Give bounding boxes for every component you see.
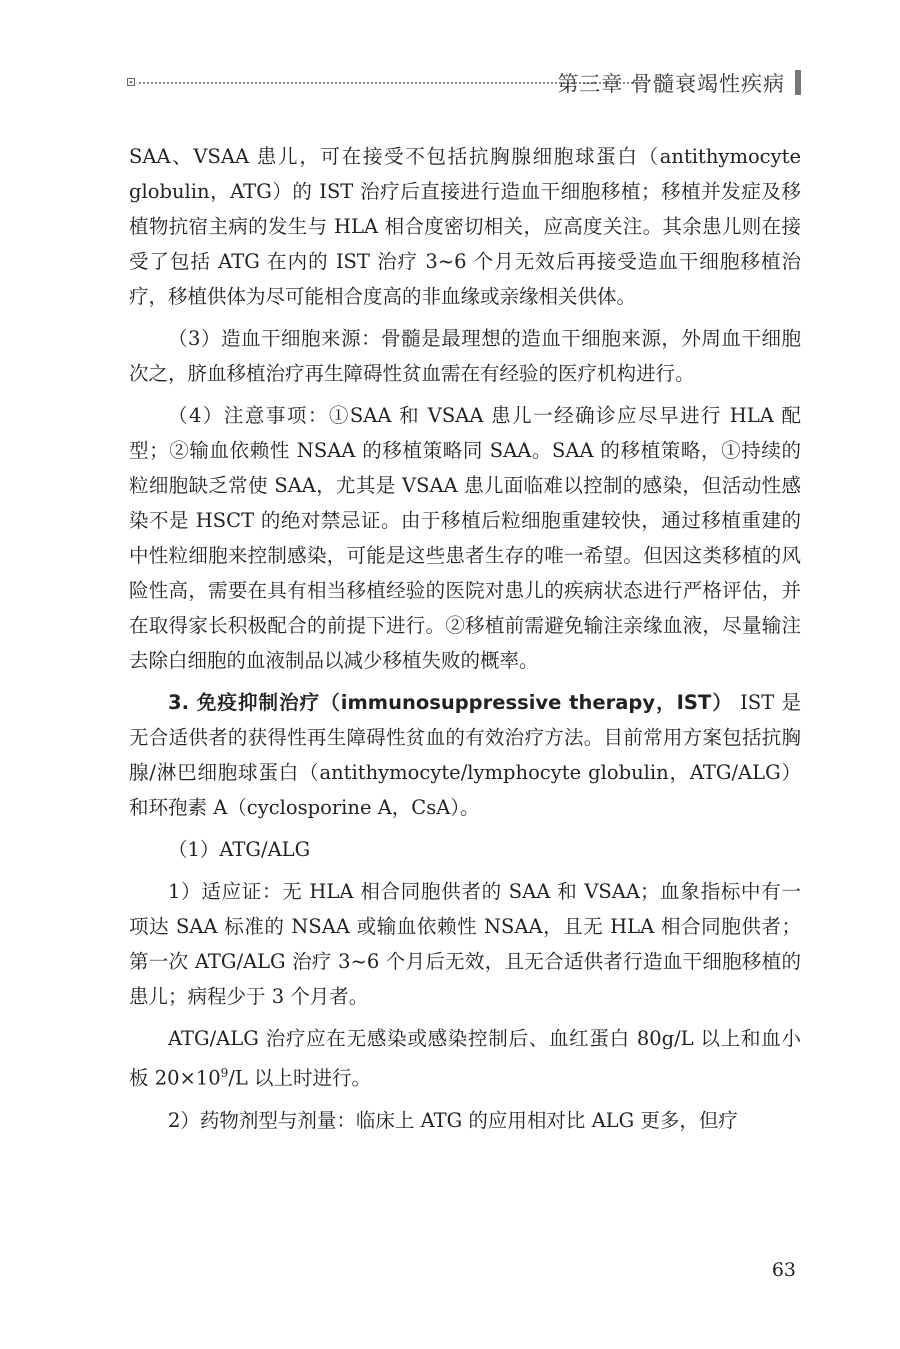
paragraph-4-body: IST 是无合适供者的获得性再生障碍性贫血的有效治疗方法。目前常用方案包括抗胸腺/淋巴细胞球蛋白（antithymocyte/lymphocyte globulin，ATG/ALG）和环孢素 A（cyclosporine A，CsA）。 xyxy=(129,691,801,819)
paragraph-2: （3）造血干细胞来源：骨髓是最理想的造血干细胞来源，外周血干细胞次之，脐血移植治疗再生障碍性贫血需在有经验的医疗机构进行。 xyxy=(129,327,801,385)
section-heading: 3. 免疫抑制治疗（immunosuppressive therapy，IST） xyxy=(168,691,733,714)
paragraph-6: 1）适应证：无 HLA 相合同胞供者的 SAA 和 VSAA；血象指标中有一项达 SAA 标准的 NSAA 或输血依赖性 NSAA，且无 HLA 相合同胞供者；第一次 ATG/ALG 治疗 3~6 个月后无效，且无合适供者行造血干细胞移植的患儿；病程少于 3 个月者。 xyxy=(129,880,801,1008)
paragraph-4 xyxy=(129,685,801,825)
header-ornament-icon xyxy=(127,78,135,86)
paragraph-1: SAA、VSAA 患儿，可在接受不包括抗胸腺细胞球蛋白（antithymocyte globulin，ATG）的 IST 治疗后直接进行造血干细胞移植；移植并发症及移植物抗宿主病的发生与 HLA 相合度密切相关，应高度关注。其余患儿则在接受了包括 ATG 在内的 IST 治疗 3~6 个月无效后再接受造血干细胞移植治疗，移植供体为尽可能相合度高的非血缘或亲缘相关供体。 xyxy=(129,145,801,308)
exponent: 9 xyxy=(220,1066,229,1080)
paragraph-7-part-2: /L 以上时进行。 xyxy=(228,1066,372,1090)
header-chapter-title: 第三章 骨髓衰竭性疾病 xyxy=(557,72,785,96)
paragraph-7-part-1: ATG/ALG 治疗应在无感染或感染控制后、血红蛋白 80g/L 以上和血小板 20×10 xyxy=(129,1027,801,1090)
paragraph-3: （4）注意事项：①SAA 和 VSAA 患儿一经确诊应尽早进行 HLA 配型；②输血依赖性 NSAA 的移植策略同 SAA。SAA 的移植策略，①持续的粒细胞缺乏常使 SAA，尤其是 VSAA 患儿面临难以控制的感染，但活动性感染不是 HSCT 的绝对禁忌证。由于移植后粒细胞重建较快，通过移植重建的中性粒细胞来控制感染，可能是这些患者生存的唯一希望。但因这类移植的风险性高，需要在具有相当移植经验的医院对患儿的疾病状态进行严格评估，并在取得家长积极配合的前提下进行。②移植前需避免输注亲缘血液，尽量输注去除白细胞的血液制品以减少移植失败的概率。 xyxy=(129,404,801,672)
paragraph-7 xyxy=(129,1021,801,1096)
page-number: 63 xyxy=(771,1259,796,1281)
running-header xyxy=(127,62,807,102)
body-text xyxy=(129,139,801,1145)
paragraph-8: 2）药物剂型与剂量：临床上 ATG 的应用相对比 ALG 更多，但疗 xyxy=(168,1108,738,1132)
paragraph-5: （1）ATG/ALG xyxy=(168,838,311,861)
header-bar-icon xyxy=(795,70,801,95)
